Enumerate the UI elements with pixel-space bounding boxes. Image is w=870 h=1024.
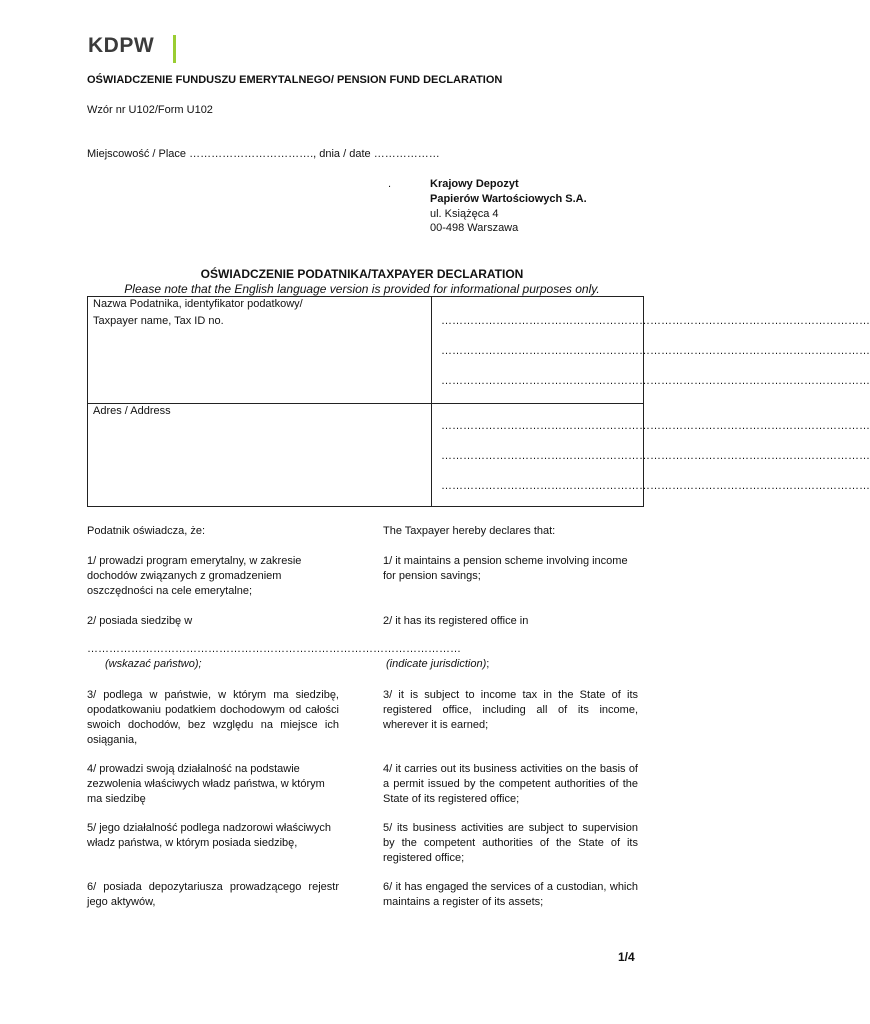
fill-line: ……………………………………………………………………………………………………… bbox=[441, 315, 870, 327]
right-intro: The Taxpayer hereby declares that: bbox=[383, 525, 556, 537]
recipient-line-3: ul. Książęca 4 bbox=[430, 208, 499, 220]
left-point-5: 5/ jego działalność podlega nadzorowi właściwych władz państwa, w którym posiada siedzibę, bbox=[87, 822, 331, 849]
logo-accent-bar bbox=[173, 35, 176, 63]
fill-line: ……………………………………………………………………………………………………… bbox=[441, 480, 870, 492]
address-label: Adres / Address bbox=[93, 405, 171, 417]
right-point-2-hint-wrap bbox=[386, 657, 489, 672]
form-number: Wzór nr U102/Form U102 bbox=[87, 104, 213, 116]
recipient-line-1: Krajowy Depozyt bbox=[430, 178, 519, 190]
left-point-3: 3/ podlega w państwie, w którym ma siedzibę, opodatkowaniu podatkiem dochodowym od całości swoich dochodów, bez względu na miejsce ich osiągania, bbox=[87, 689, 339, 746]
left-intro: Podatnik oświadcza, że: bbox=[87, 525, 206, 537]
left-point-2-hint: (wskazać państwo); bbox=[105, 658, 202, 670]
taxpayer-form-table bbox=[87, 296, 870, 507]
page-number: 1/4 bbox=[618, 950, 635, 964]
left-point-6: 6/ posiada depozytariusza prowadzącego rejestr jego aktywów, bbox=[87, 881, 339, 908]
left-point-1: 1/ prowadzi program emerytalny, w zakresie dochodów związanych z gromadzeniem oszczędności na cele emerytalne; bbox=[87, 555, 302, 597]
right-point-3: 3/ it is subject to income tax in the State of its registered office, including all of its income, wherever it is earned; bbox=[383, 689, 638, 731]
fill-line: ……………………………………………………………………………………………………… bbox=[441, 345, 870, 357]
right-point-2-semicolon: ; bbox=[486, 658, 490, 670]
left-point-2-dots[interactable]: ………………………………………………………………………………………… bbox=[87, 643, 461, 655]
right-point-2: 2/ it has its registered office in bbox=[383, 615, 529, 627]
place-date-line: Miejscowość / Place ……………………………., dnia / date ……………… bbox=[87, 148, 440, 160]
taxpayer-name-label-pl: Nazwa Podatnika, identyfikator podatkowy/ bbox=[93, 298, 303, 310]
language-note: Please note that the English language version is provided for informational purposes only. bbox=[124, 282, 600, 296]
declaration-title: OŚWIADCZENIE PODATNIKA/TAXPAYER DECLARATION bbox=[200, 267, 524, 281]
recipient-dot: . bbox=[388, 178, 392, 190]
recipient-line-4: 00-498 Warszawa bbox=[430, 222, 519, 234]
right-point-4: 4/ it carries out its business activities on the basis of a permit issued by the competent authorities of the State of its registered office; bbox=[383, 763, 638, 805]
fill-line: ……………………………………………………………………………………………………… bbox=[441, 375, 870, 387]
taxpayer-name-field[interactable] bbox=[432, 297, 870, 403]
right-point-1: 1/ it maintains a pension scheme involving income for pension savings; bbox=[383, 555, 628, 582]
address-field[interactable] bbox=[432, 404, 870, 506]
right-point-6: 6/ it has engaged the services of a custodian, which maintains a register of its assets; bbox=[383, 881, 638, 908]
left-point-2: 2/ posiada siedzibę w bbox=[87, 615, 193, 627]
document-title: OŚWIADCZENIE FUNDUSZU EMERYTALNEGO/ PENSION FUND DECLARATION bbox=[87, 74, 503, 86]
fill-line: ……………………………………………………………………………………………………… bbox=[441, 420, 870, 432]
right-point-2-hint: (indicate jurisdiction) bbox=[386, 658, 487, 670]
recipient-line-2: Papierów Wartościowych S.A. bbox=[430, 193, 587, 205]
kdpw-logo: KDPW bbox=[88, 34, 155, 57]
left-point-4: 4/ prowadzi swoją działalność na podstawie zezwolenia właściwych władz państwa, w którym ma siedzibę bbox=[87, 763, 325, 805]
fill-line: ……………………………………………………………………………………………………… bbox=[441, 450, 870, 462]
right-point-5: 5/ its business activities are subject to supervision by the competent authorities of the State of its registered office; bbox=[383, 822, 638, 864]
taxpayer-name-label-en: Taxpayer name, Tax ID no. bbox=[93, 315, 224, 327]
